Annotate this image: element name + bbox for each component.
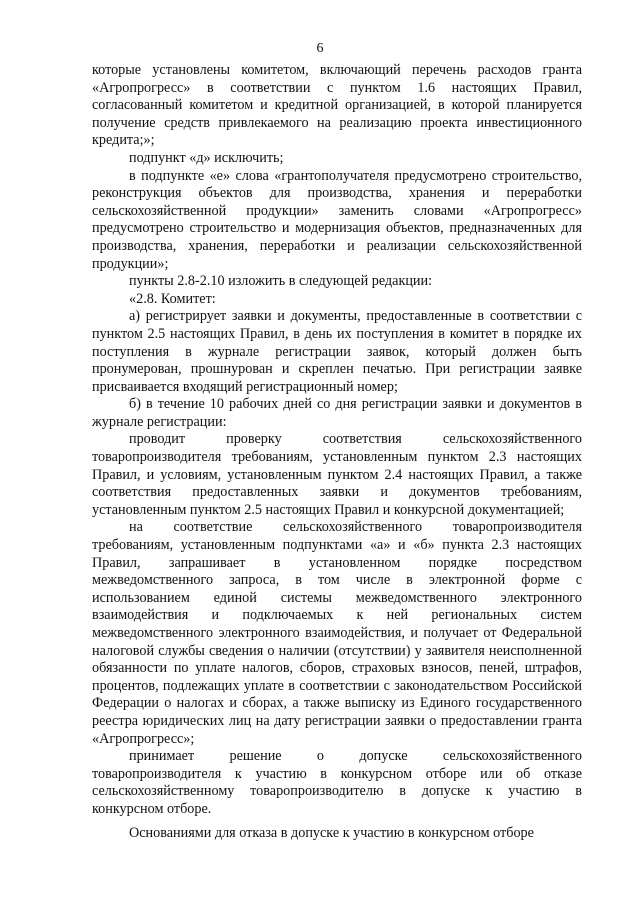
paragraph-item-b: б) в течение 10 рабочих дней со дня регистрации заявки и документов в журнале регистрации:: [92, 396, 582, 430]
page-number: 6: [316, 41, 324, 56]
paragraph-decision: принимает решение о допуске сельскохозяйственного товаропроизводителя к участию в конкурсном отборе или об отказе сельскохозяйственному товаропроизводителю в допуске к участию в конкурсном отборе.: [92, 748, 582, 817]
paragraph-continuation: которые установлены комитетом, включающий перечень расходов гранта «Агропрогресс» в соответствии с пунктом 1.6 настоящих Правил, согласованный комитетом и кредитной организацией, в которой планируется получение средств привлекаемого на реализацию проекта инвестиционного кредита;»;: [92, 62, 582, 149]
paragraph-subclause-e: в подпункте «е» слова «грантополучателя предусмотрено строительство, реконструкция объектов для производства, хранения и переработки сельскохозяйственной продукции» заменить словами «Агропрогресс» предусмотрено строительство и модернизация объектов, предназначенных для производства, хранения, переработки и реализации сельскохозяйственной продукции»;: [92, 167, 582, 272]
paragraph-clause-2-8-heading: «2.8. Комитет:: [129, 290, 216, 307]
paragraph-interagency-request: на соответствие сельскохозяйственного товаропроизводителя требованиям, установленным подпунктами «а» и «б» пункта 2.3 настоящих Правил, запрашивает в установленном порядке посредством межведомственного запроса, в том числе в электронной форме с использованием единой системы межведомственного электронного взаимодействия и подключаемых к ней региональных систем межведомственного электронного взаимодействия, и получает от Федеральной налоговой службы сведения о наличии (отсутствии) у заявителя неисполненной обязанности по уплате налогов, сборов, страховых взносов, пеней, штрафов, процентов, подлежащих уплате в соответствии с законодательством Российской Федерации о налогах и сборах, а также выписку из Единого государственного реестра юридических лиц на дату регистрации заявки о предоставлении гранта «Агропрогресс»;: [92, 519, 582, 747]
document-body: [92, 62, 582, 842]
paragraph-grounds-for-refusal: Основаниями для отказа в допуске к участию в конкурсном отборе: [129, 824, 534, 841]
paragraph-clauses-2-8-2-10: пункты 2.8-2.10 изложить в следующей редакции:: [129, 273, 433, 290]
paragraph-subclause-d: подпункт «д» исключить;: [129, 149, 284, 166]
paragraph-check-compliance: проводит проверку соответствия сельскохозяйственного товаропроизводителя требованиям, установленным пунктом 2.3 настоящих Правил, и условиям, установленным пунктом 2.4 настоящих Правил, а также соответствия предоставленных заявки и документов требованиям, установленным пунктом 2.5 настоящих Правил и конкурсной документацией;: [92, 431, 582, 518]
paragraph-item-a: а) регистрирует заявки и документы, предоставленные в соответствии с пунктом 2.5 настоящих Правил, в день их поступления в комитет в порядке их поступления в журнале регистрации заявок, который должен быть пронумерован, прошнурован и скреплен печатью. При регистрации заявке присваивается входящий регистрационный номер;: [92, 308, 582, 395]
